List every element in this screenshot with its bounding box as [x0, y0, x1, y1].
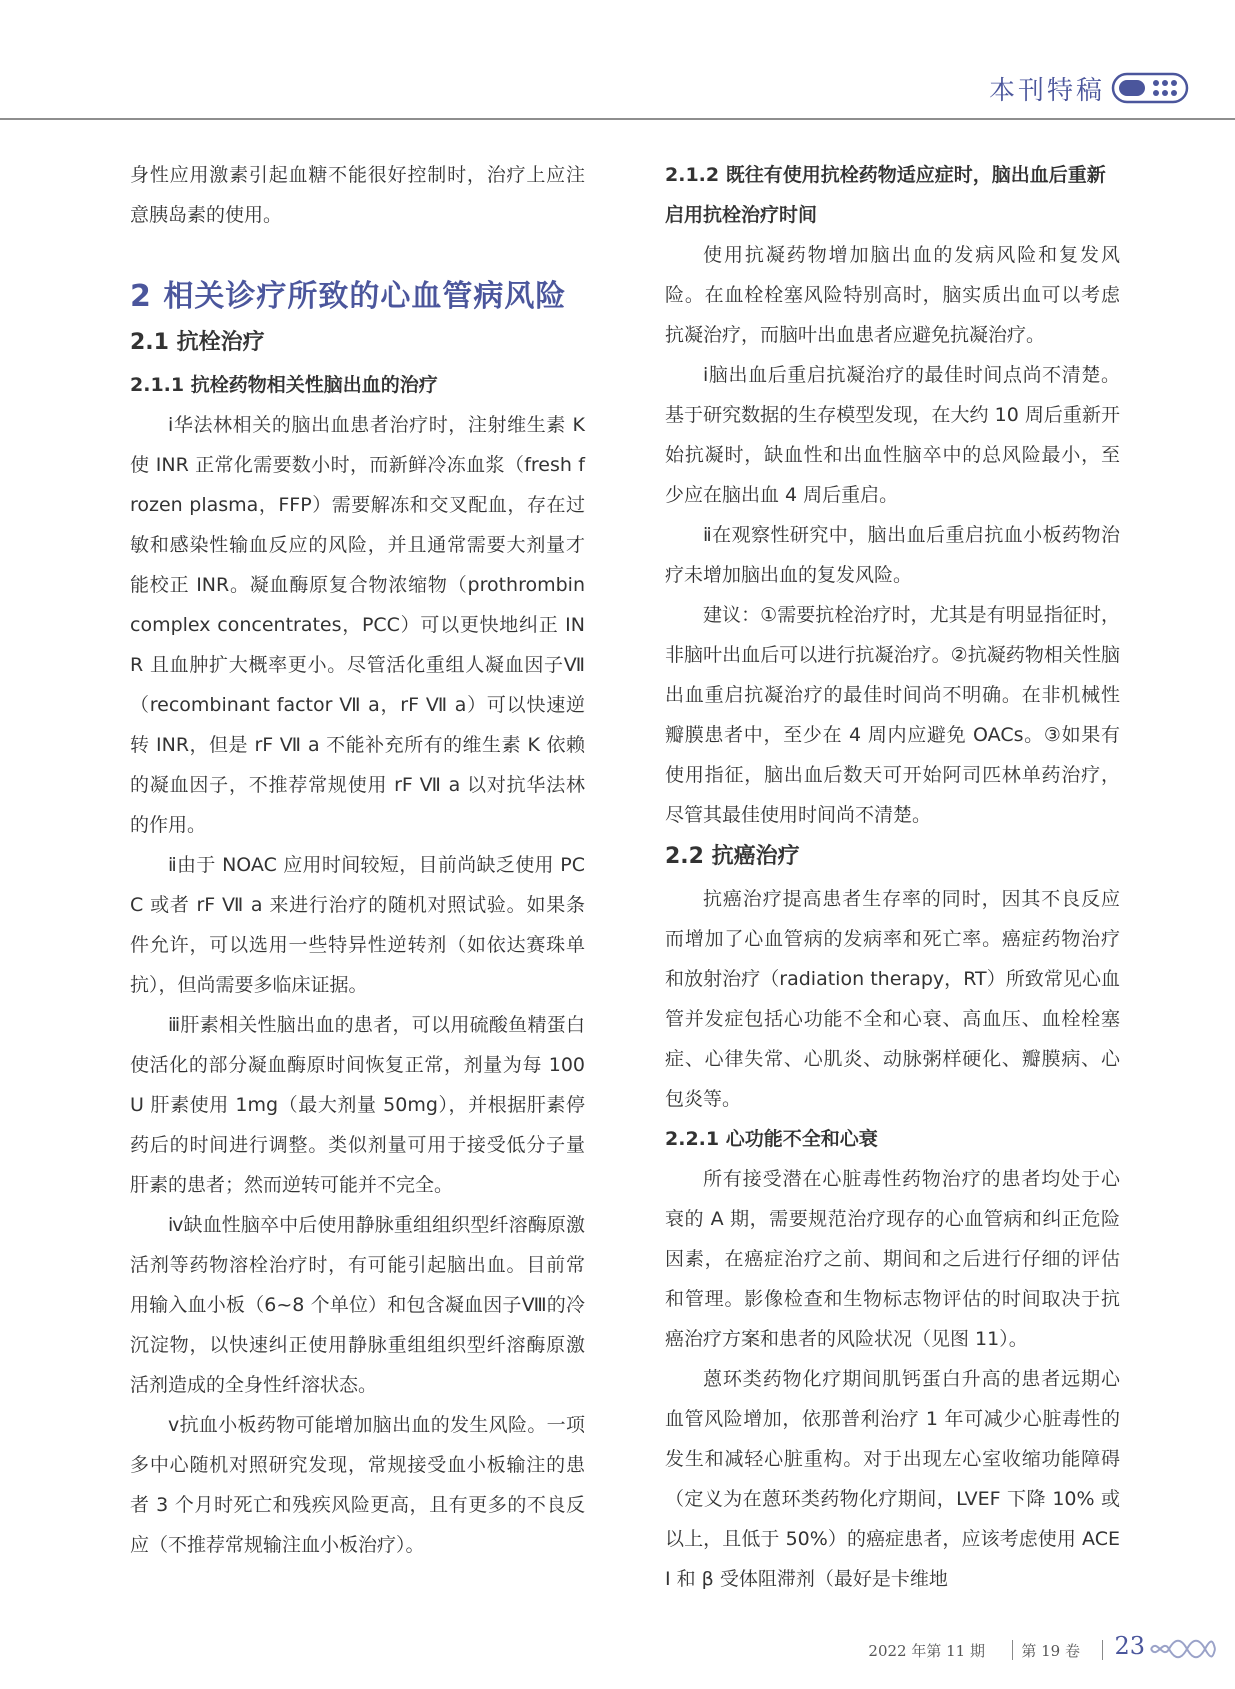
body-paragraph: ⅱ由于 NOAC 应用时间较短，目前尚缺乏使用 PCC 或者 rF Ⅶ a 来进行治疗的随机对照试验。如果条件允许，可以选用一些特异性逆转剂（如依达赛珠单抗），但尚需要多临床证据。 [130, 854, 585, 996]
body-paragraph: ⅳ缺血性脑卒中后使用静脉重组组织型纤溶酶原激活剂等药物溶栓治疗时，有可能引起脑出血。目前常用输入血小板（6~8 个单位）和包含凝血因子Ⅷ的冷沉淀物，以快速纠正使用静脉重组组织型纤溶酶原激活剂造成的全身性纤溶状态。 [130, 1214, 585, 1396]
body-paragraph: 抗癌治疗提高患者生存率的同时，因其不良反应而增加了心血管病的发病率和死亡率。癌症药物治疗和放射治疗（radiation therapy，RT）所致常见心血管并发症包括心功能不全和心衰、高血压、血栓栓塞症、心律失常、心肌炎、动脉粥样硬化、瓣膜病、心包炎等。 [665, 888, 1120, 1110]
left-column [130, 155, 585, 1565]
header-rule [0, 118, 1235, 120]
wave-decoration-icon [1149, 1636, 1217, 1662]
body-paragraph: 建议：①需要抗栓治疗时，尤其是有明显指征时，非脑叶出血后可以进行抗凝治疗。②抗凝药物相关性脑出血重启抗凝治疗的最佳时间尚不明确。在非机械性瓣膜患者中，至少在 4 周内应避免 OACs。③如果有使用指征，脑出血后数天可开始阿司匹林单药治疗，尽管其最佳使用时间尚不清楚。 [665, 604, 1120, 826]
subsubsection-heading: 2.1.2 既往有使用抗栓药物适应症时，脑出血后重新启用抗栓治疗时间 [665, 164, 1106, 226]
page-footer [0, 1630, 1235, 1670]
footer-issue: 2022 年第 11 期 [868, 1642, 985, 1660]
body-paragraph: ⅱ在观察性研究中，脑出血后重启抗血小板药物治疗未增加脑出血的复发风险。 [665, 524, 1120, 586]
body-paragraph: ⅰ脑出血后重启抗凝治疗的最佳时间点尚不清楚。基于研究数据的生存模型发现，在大约 10 周后重新开始抗凝时，缺血性和出血性脑卒中的总风险最小，至少应在脑出血 4 周后重启。 [665, 364, 1120, 506]
body-paragraph: 所有接受潜在心脏毒性药物治疗的患者均处于心衰的 A 期，需要规范治疗现存的心血管病和纠正危险因素，在癌症治疗之前、期间和之后进行仔细的评估和管理。影像检查和生物标志物评估的时间取决于抗癌治疗方案和患者的风险状况（见图 11）。 [665, 1168, 1120, 1350]
body-paragraph: ⅴ抗血小板药物可能增加脑出血的发生风险。一项多中心随机对照研究发现，常规接受血小板输注的患者 3 个月时死亡和残疾风险更高，且有更多的不良反应（不推荐常规输注血小板治疗）。 [130, 1414, 585, 1556]
page-header [0, 0, 1235, 125]
subsubsection-heading: 2.1.1 抗栓药物相关性脑出血的治疗 [130, 374, 438, 396]
footer-volume: 第 19 卷 [1021, 1642, 1080, 1660]
subsection-heading: 2.1 抗栓治疗 [130, 330, 265, 355]
right-column [665, 155, 1120, 1599]
body-paragraph: ⅰ华法林相关的脑出血患者治疗时，注射维生素 K 使 INR 正常化需要数小时，而新鲜冷冻血浆（fresh frozen plasma，FFP）需要解冻和交叉配血，存在过敏和感染性输血反应的风险，并且通常需要大剂量才能校正 INR。凝血酶原复合物浓缩物（prothrombin complex concentrates，PCC）可以更快地纠正 INR 且血肿扩大概率更小。尽管活化重组人凝血因子Ⅶ（recombinant factor Ⅶ a，rF Ⅶ a）可以快速逆转 INR，但是 rF Ⅶ a 不能补充所有的维生素 K 依赖的凝血因子，不推荐常规使用 rF Ⅶ a 以对抗华法林的作用。 [130, 414, 585, 836]
section-heading: 2 相关诊疗所致的心血管病风险 [130, 279, 567, 314]
journal-pill-icon [1111, 70, 1189, 106]
page-number: 23 [1114, 1632, 1145, 1660]
body-paragraph: 身性应用激素引起血糖不能很好控制时，治疗上应注意胰岛素的使用。 [130, 164, 585, 226]
footer-divider [1012, 1640, 1013, 1660]
footer-divider [1102, 1640, 1103, 1660]
body-paragraph: 使用抗凝药物增加脑出血的发病风险和复发风险。在血栓栓塞风险特别高时，脑实质出血可以考虑抗凝治疗，而脑叶出血患者应避免抗凝治疗。 [665, 244, 1120, 346]
body-paragraph: 蒽环类药物化疗期间肌钙蛋白升高的患者远期心血管风险增加，依那普利治疗 1 年可减少心脏毒性的发生和减轻心脏重构。对于出现左心室收缩功能障碍（定义为在蒽环类药物化疗期间，LVEF 下降 10% 或以上，且低于 50%）的癌症患者，应该考虑使用 ACEI 和 β 受体阻滞剂（最好是卡维地 [665, 1368, 1120, 1590]
section-tag: 本刊特稿 [988, 76, 1105, 106]
subsubsection-heading: 2.2.1 心功能不全和心衰 [665, 1128, 878, 1150]
subsection-heading: 2.2 抗癌治疗 [665, 844, 800, 869]
body-paragraph: ⅲ肝素相关性脑出血的患者，可以用硫酸鱼精蛋白使活化的部分凝血酶原时间恢复正常，剂量为每 100U 肝素使用 1mg（最大剂量 50mg），并根据肝素停药后的时间进行调整。类似剂量可用于接受低分子量肝素的患者；然而逆转可能并不完全。 [130, 1014, 585, 1196]
